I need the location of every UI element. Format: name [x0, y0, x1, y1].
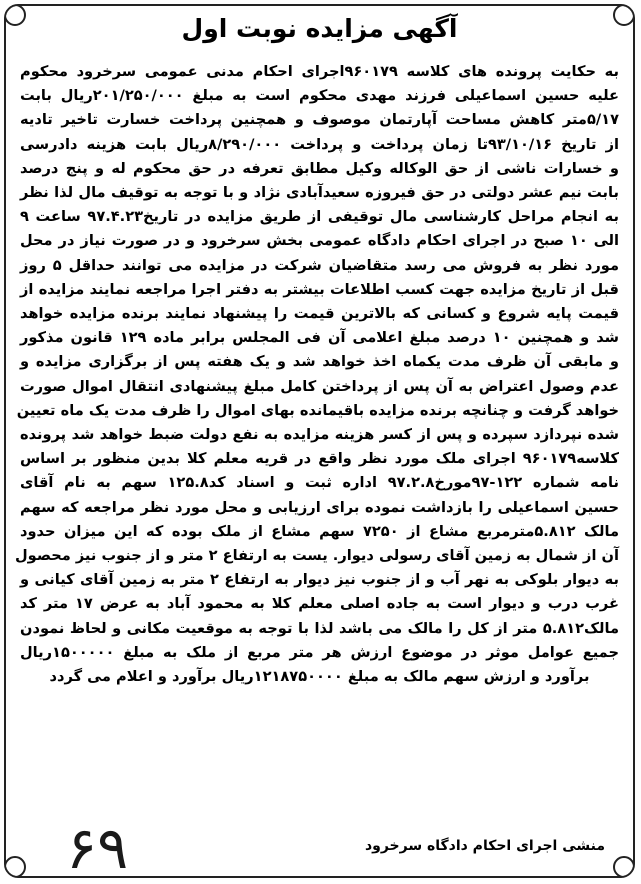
- notice-body-line: شد و همچنین ۱۰ درصد مبلغ اعلامی آن فی المجلس برابر ماده ۱۲۹ قانون مذکور: [20, 329, 619, 347]
- notice-body-line: از تاریخ ۹۳/۱۰/۱۶تا زمان پرداخت و پرداخت ۸/۲۹۰/۰۰۰ریال بابت هزینه دادرسی: [20, 135, 619, 153]
- frame-corner-ornament: [613, 856, 635, 878]
- notice-body-line: به انجام مراحل کارشناسی مال توقیفی از طریق مزایده در تاریخ۹۷.۴.۲۳ ساعت ۹: [20, 208, 619, 226]
- notice-body-line: مورد نظر به فروش می رسد متقاضیان شرکت در مزایده می توانند حداقل ۵ روز: [20, 256, 619, 274]
- notice-body-line: مالک۵.۸۱۲ متر از کل را مالک می باشد لذا با توجه به موقعیت مکانی و لحاظ نمودن: [20, 619, 619, 637]
- notice-body-line: مالک ۵.۸۱۲مترمربع مشاع از ۷۲۵۰ سهم مشاع از ملک بوده که این میزان حدود: [20, 522, 619, 540]
- notice-body-line: آن از شمال به زمین آقای رسولی دیوار. یست به ارتفاع ۲ متر و از جنوب نیز محصول: [15, 547, 619, 565]
- notice-body-line: و خسارات ناشی از حق الوکاله وکیل مطابق تعرفه در حق محکوم له و پنج درصد: [20, 159, 619, 177]
- notice-body-line: قیمت پایه شروع و کسانی که بالاترین قیمت را پیشنهاد نمایند برنده مزایده خواهد: [20, 305, 619, 323]
- notice-body: [15, 60, 620, 689]
- notice-signature: منشی اجرای احکام دادگاه سرخرود: [364, 838, 605, 854]
- notice-body-line: و مابقی آن ظرف مدت یکماه اخذ خواهد شد و یک هفته پس از برگزاری مزایده و: [20, 353, 619, 371]
- notice-body-line: الی ۱۰ صبح در اجرای احکام دادگاه عمومی بخش سرخرود و در صورت نیاز در محل: [20, 232, 619, 250]
- notice-body-line: به دیوار بلوکی به نهر آب و از جنوب نیز دیوار به ارتفاع ۲ متر به زمین آقای کیانی و: [20, 571, 619, 589]
- notice-body-line: بابت نیم عشر دولتی در حق فیروزه سعیدآبادی نژاد و با توجه به توقیف مال لذا نظر: [20, 184, 619, 202]
- notice-body-line: کلاسه۹۶۰۱۷۹ اجرای ملک مورد نظر واقع در قریه معلم کلا بدین منظور بر اساس: [20, 450, 619, 468]
- notice-body-line: نامه شماره ۱۲۲-۹۷مورخ۹۷.۲.۸ اداره ثبت و اسناد کد۱۲۵.۸ سهم به نام آقای: [20, 474, 619, 492]
- notice-body-line: قبل از تاریخ مزایده جهت کسب اطلاعات بیشتر به دفتر اجرا مراجعه نمایند مزایده از: [20, 280, 619, 298]
- handwritten-number: ۶۹: [66, 814, 129, 878]
- notice-body-line: جمیع عوامل موثر در موضوع ارزش هر متر مربع از ملک به مبلغ ۱۵۰۰۰۰۰ریال: [20, 643, 619, 661]
- notice-body-line: غرب درب و دیوار است به جاده اصلی معلم کلا به محمود آباد به عرض ۱۷ متر کد: [20, 595, 619, 613]
- notice-body-line: به حکایت پرونده های کلاسه ۹۶۰۱۷۹اجرای احکام مدنی عمومی سرخرود محکوم: [20, 63, 620, 80]
- notice-frame: [4, 4, 635, 878]
- notice-title: آگهی مزایده نوبت اول: [181, 14, 458, 43]
- notice-body-line: شده نپردازد سپرده و پس از کسر هزینه مزایده به نفع دولت ضبط خواهد شد پرونده: [20, 426, 619, 444]
- notice-body-line: برآورد و ارزش سهم مالک به مبلغ ۱۲۱۸۷۵۰۰۰۰ریال برآورد و اعلام می گردد: [49, 668, 590, 686]
- notice-body-line: خواهد گرفت و چنانچه برنده مزایده باقیمانده بهای اموال را ظرف مدت یک ماه تعیین: [16, 401, 619, 419]
- frame-corner-ornament: [4, 856, 26, 878]
- notice-body-line: حسین اسماعیلی را بازداشت نموده برای ارزیابی و محل مورد نظر مراجعه که سهم: [20, 498, 619, 516]
- notice-body-line: عدم وصول اعتراض به آن پس از پرداختن کامل مبلغ پیشنهادی انتقال اموال صورت: [20, 377, 619, 395]
- notice-body-line: ۵/۱۷متر کاهش مساحت آپارتمان موصوف و همچنین پرداخت خسارت تاخیر تادیه: [20, 111, 619, 129]
- notice-body-line: علیه حسین اسماعیلی فرزند مهدی محکوم است به مبلغ ۲۰۱/۲۵۰/۰۰۰ریال بابت: [20, 87, 619, 105]
